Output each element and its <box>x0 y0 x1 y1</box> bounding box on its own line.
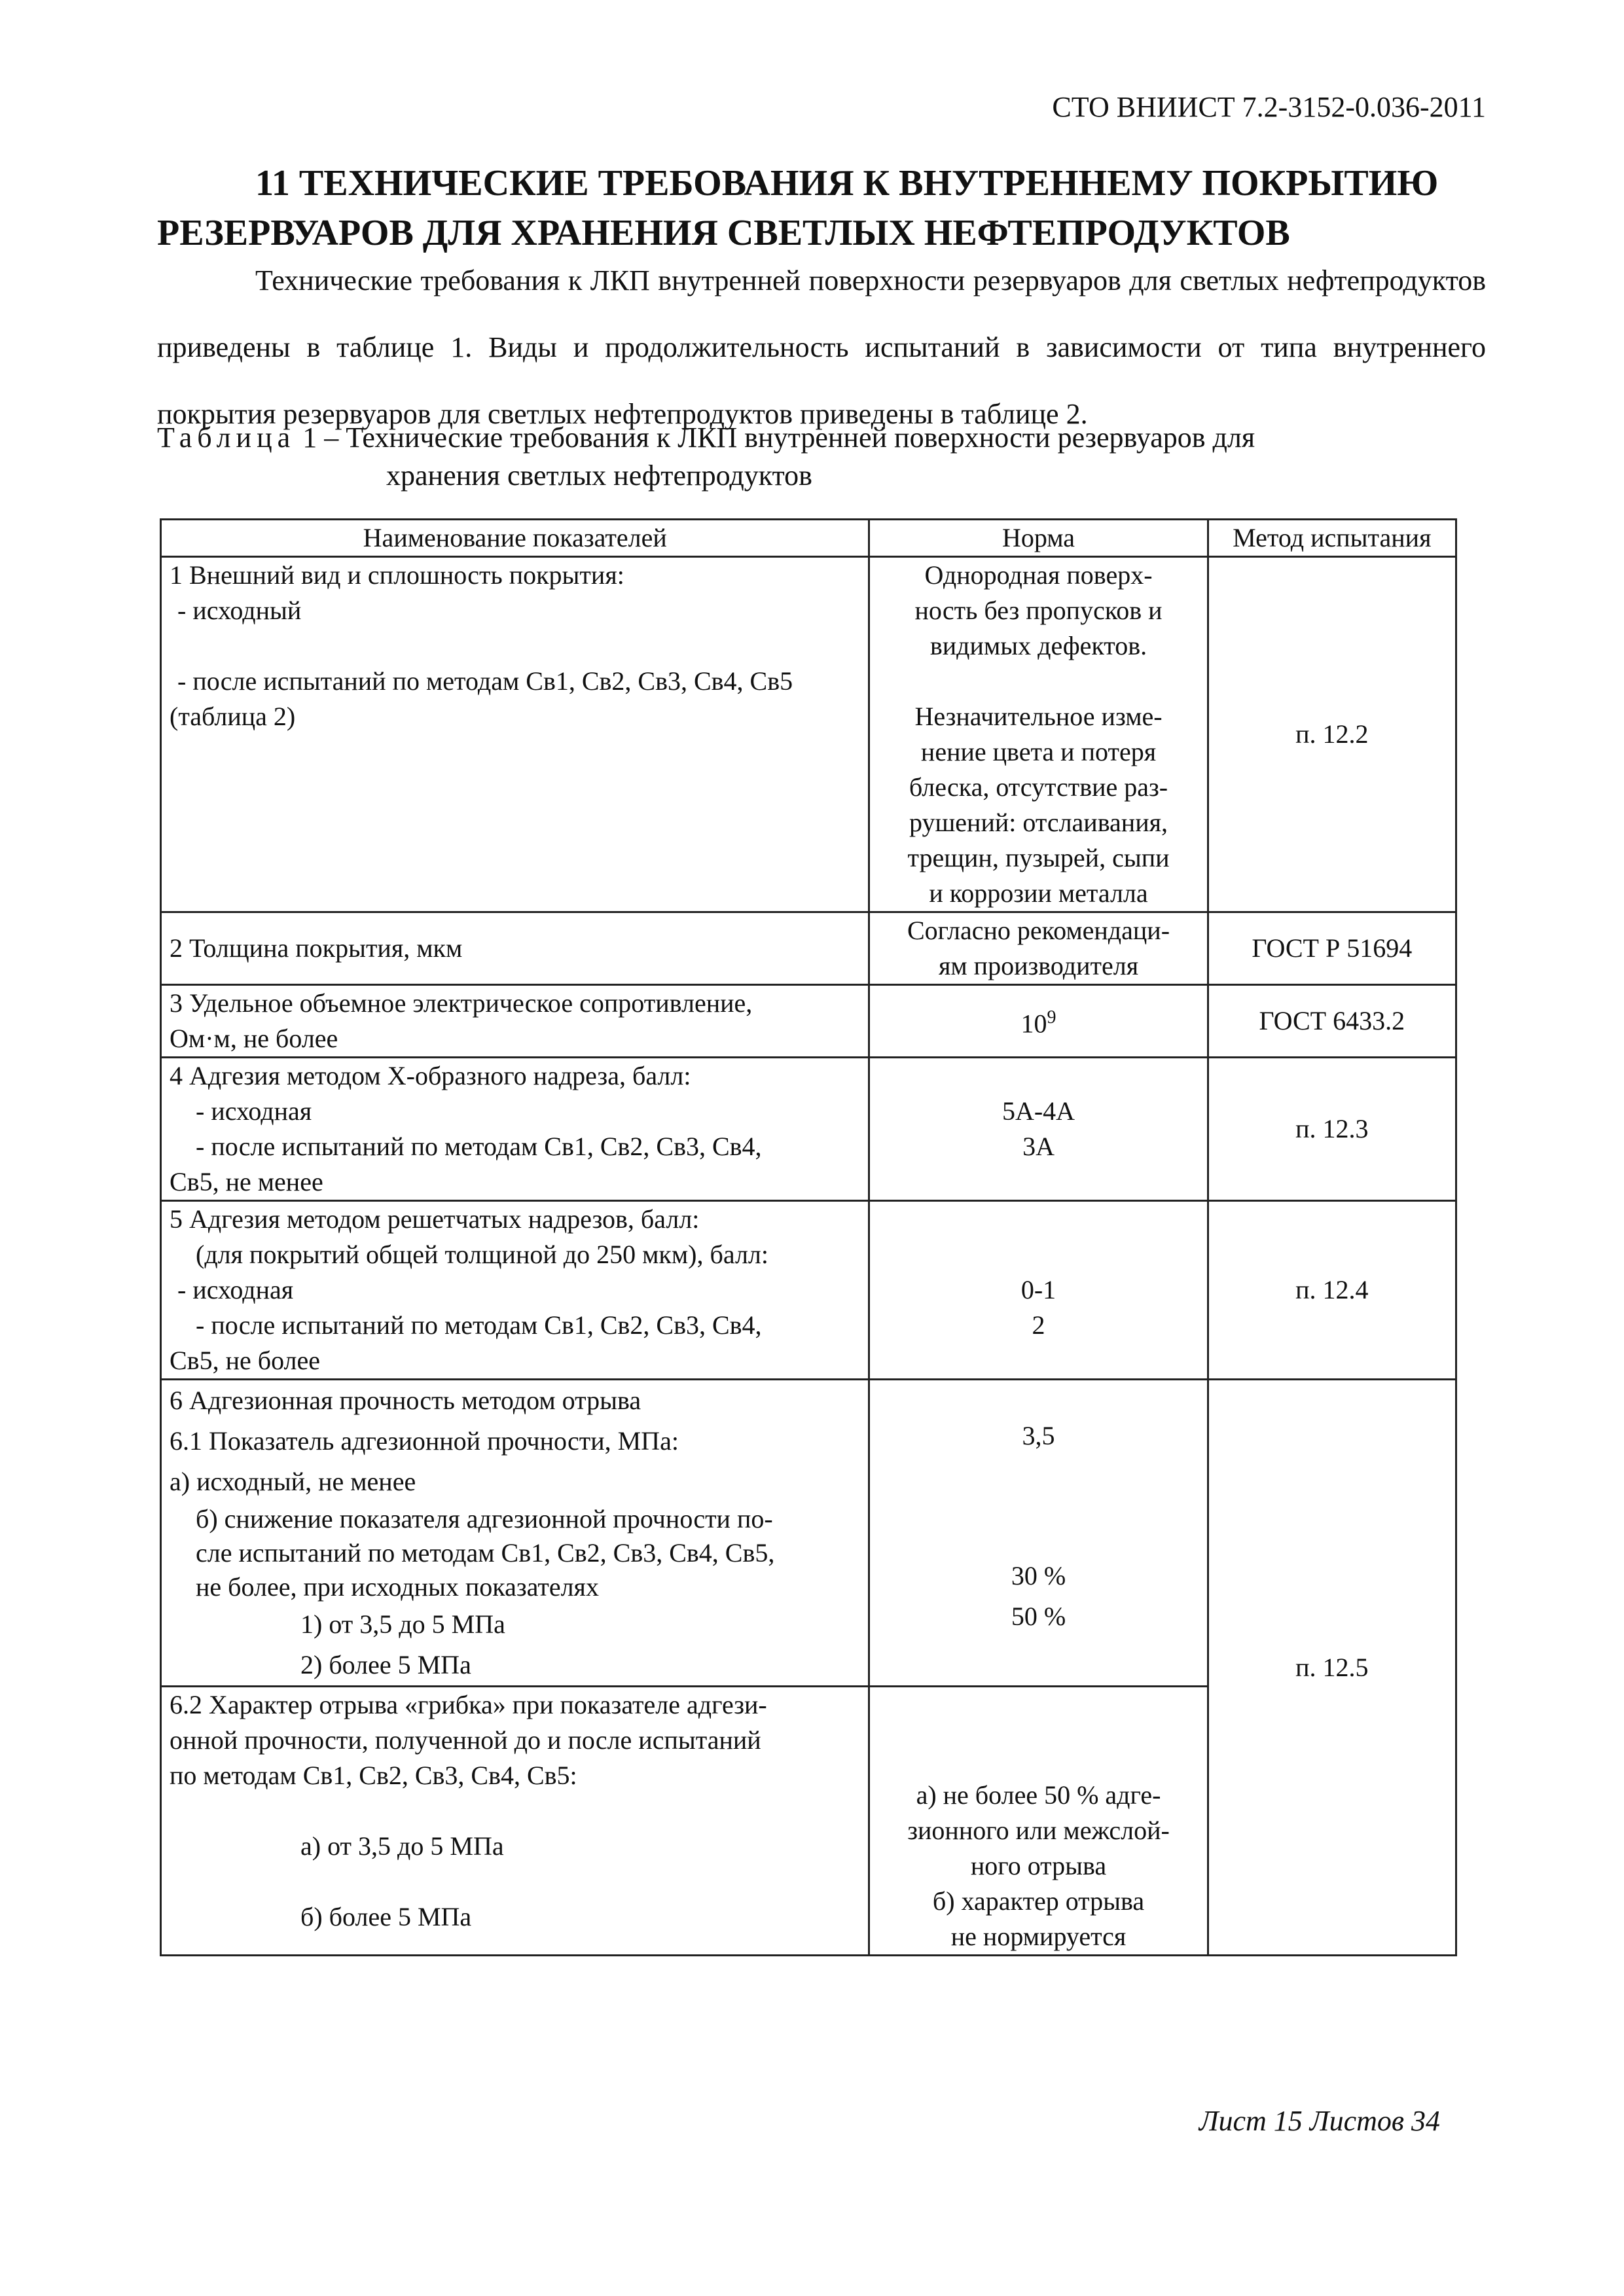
row1-norm-line: Незначительное изме- <box>914 702 1163 731</box>
cell-norm <box>869 1380 1208 1687</box>
document-code: СТО ВНИИСТ 7.2-3152-0.036-2011 <box>1052 91 1486 123</box>
table-row <box>161 912 1456 985</box>
row62-norm-line: б) характер отрыва <box>932 1886 1145 1916</box>
row62-norm-line: а) не более 50 % адге- <box>916 1780 1161 1810</box>
row6-name-line: 2) более 5 МПа <box>300 1650 471 1679</box>
row1-name-line: (таблица 2) <box>170 702 296 731</box>
row62-norm-line: не нормируется <box>950 1922 1127 1951</box>
sheet-number: Лист 15 <box>1199 2105 1303 2137</box>
row62-norm-line: ного отрыва <box>970 1851 1107 1880</box>
table-caption <box>157 419 1486 495</box>
row6-norm-line: 50 % <box>1011 1602 1066 1631</box>
cell-norm <box>869 912 1208 985</box>
row62-norm-line: зионного или межслой- <box>907 1816 1170 1845</box>
caption-line-1: – Технические требования к ЛКП внутренней поверхности резервуаров для <box>324 422 1255 454</box>
cell-method: п. 12.5 <box>1208 1380 1456 1956</box>
row62-name-line: 6.2 Характер отрыва «грибка» при показателе адгези- <box>170 1690 767 1719</box>
cell-method: п. 12.2 <box>1208 557 1456 912</box>
row6-name-line: 1) от 3,5 до 5 МПа <box>300 1609 505 1639</box>
table-row <box>161 1380 1456 1687</box>
row1-norm-line: блеска, отсутствие раз- <box>909 772 1168 802</box>
row1-norm-line: ность без пропусков и <box>914 596 1163 625</box>
row1-norm-line: видимых дефектов. <box>929 631 1147 660</box>
header-norm: Норма <box>869 520 1208 557</box>
row3-norm-base: 10 <box>1020 1009 1047 1039</box>
row1-norm-line: рушений: отслаивания, <box>909 808 1168 837</box>
row6-norm-line: 30 % <box>1011 1561 1066 1590</box>
cell-method: ГОСТ 6433.2 <box>1208 985 1456 1058</box>
cell-method: ГОСТ Р 51694 <box>1208 912 1456 985</box>
row5-name-line: Св5, не более <box>170 1346 321 1375</box>
row4-norm-line: 3А <box>1022 1132 1055 1161</box>
cell-norm <box>869 557 1208 912</box>
row5-name-line: 5 Адгезия методом решетчатых надрезов, балл: <box>170 1204 700 1234</box>
caption-number: 1 <box>302 422 317 454</box>
cell-method: п. 12.4 <box>1208 1201 1456 1380</box>
row5-name-line: - исходная <box>177 1275 294 1304</box>
table-row <box>161 557 1456 912</box>
cell-norm <box>869 1687 1208 1956</box>
row6-name-line: а) исходный, не менее <box>170 1467 416 1496</box>
row6-norm-line: 3,5 <box>1022 1421 1055 1450</box>
section-heading <box>157 158 1492 258</box>
row4-name-line: Св5, не менее <box>170 1167 323 1196</box>
row1-name-line: - после испытаний по методам Св1, Св2, Св3, Св4, Св5 <box>177 666 793 696</box>
cell-norm <box>869 1201 1208 1380</box>
header-name: Наименование показателей <box>161 520 869 557</box>
cell-name <box>161 1687 869 1956</box>
row4-name-line: - исходная <box>196 1096 312 1126</box>
row4-norm-line: 5А-4А <box>1001 1096 1075 1126</box>
row3-name-line: Ом·м, не более <box>170 1024 338 1053</box>
table-row <box>161 1058 1456 1201</box>
row62-name-line: онной прочности, полученной до и после испытаний <box>170 1725 761 1755</box>
row1-norm-line: и коррозии металла <box>929 878 1148 908</box>
row6-name-line: 6 Адгезионная прочность методом отрыва <box>170 1386 641 1415</box>
heading-line-2: РЕЗЕРВУАРОВ ДЛЯ ХРАНЕНИЯ СВЕТЛЫХ НЕФТЕПРОДУКТОВ <box>157 213 1290 253</box>
row5-norm-line: 0-1 <box>1020 1275 1056 1304</box>
row4-name-line: 4 Адгезия методом Х-образного надреза, балл: <box>170 1061 691 1090</box>
cell-name <box>161 985 869 1058</box>
row1-norm-line: нение цвета и потеря <box>920 737 1157 766</box>
row1-norm-line: Однородная поверх- <box>924 560 1153 590</box>
row62-name-line: по методам Св1, Св2, Св3, Св4, Св5: <box>170 1761 577 1790</box>
cell-norm <box>869 1058 1208 1201</box>
cell-name <box>161 1201 869 1380</box>
row1-name-line: 1 Внешний вид и сплошность покрытия: <box>170 560 624 590</box>
row3-norm-exponent: 9 <box>1047 1007 1056 1028</box>
row6-name-line: 6.1 Показатель адгезионной прочности, МПа: <box>170 1426 679 1456</box>
cell-norm <box>869 985 1208 1058</box>
cell-name <box>161 1380 869 1687</box>
row2-norm-line: ям производителя <box>938 951 1139 980</box>
table-row <box>161 985 1456 1058</box>
row62-name-line: б) более 5 МПа <box>300 1902 472 1931</box>
row4-name-line: - после испытаний по методам Св1, Св2, Св3, Св4, <box>196 1132 762 1161</box>
row6-name-line: б) снижение показателя адгезионной прочности по- <box>196 1504 773 1534</box>
row5-norm-line: 2 <box>1032 1310 1045 1340</box>
row5-name-line: (для покрытий общей толщиной до 250 мкм), балл: <box>196 1240 768 1269</box>
row1-norm-line: трещин, пузырей, сыпи <box>907 843 1170 872</box>
table-row <box>161 1201 1456 1380</box>
requirements-table <box>160 518 1457 1956</box>
row6-name-line: сле испытаний по методам Св1, Св2, Св3, Св4, Св5, <box>196 1538 775 1568</box>
page-footer <box>1113 2104 1440 2138</box>
caption-line-2: хранения светлых нефтепродуктов <box>386 459 812 492</box>
cell-name: 2 Толщина покрытия, мкм <box>161 912 869 985</box>
row62-name-line: а) от 3,5 до 5 МПа <box>300 1831 504 1861</box>
intro-paragraph: Технические требования к ЛКП внутренней поверхности резервуаров для светлых нефтепродуктов приведены в таблице 1. Виды и продолжительность испытаний в зависимости от типа внутреннего покрытия резервуаров для светлых нефтепродуктов приведены в таблице 2. <box>157 264 1486 430</box>
cell-method: п. 12.3 <box>1208 1058 1456 1201</box>
cell-name <box>161 557 869 912</box>
sheet-total: Листов 34 <box>1309 2105 1440 2137</box>
row3-name-line: 3 Удельное объемное электрическое сопротивление, <box>170 988 753 1018</box>
header-method: Метод испытания <box>1208 520 1456 557</box>
row1-name-line: - исходный <box>177 596 302 625</box>
cell-name <box>161 1058 869 1201</box>
table-header-row <box>161 520 1456 557</box>
heading-line-1: 11 ТЕХНИЧЕСКИЕ ТРЕБОВАНИЯ К ВНУТРЕННЕМУ ПОКРЫТИЮ <box>255 163 1439 204</box>
caption-label: Таблица <box>157 422 296 454</box>
row6-name-line: не более, при исходных показателях <box>196 1572 599 1602</box>
row5-name-line: - после испытаний по методам Св1, Св2, Св3, Св4, <box>196 1310 762 1340</box>
row2-norm-line: Согласно рекомендаци- <box>907 916 1170 945</box>
